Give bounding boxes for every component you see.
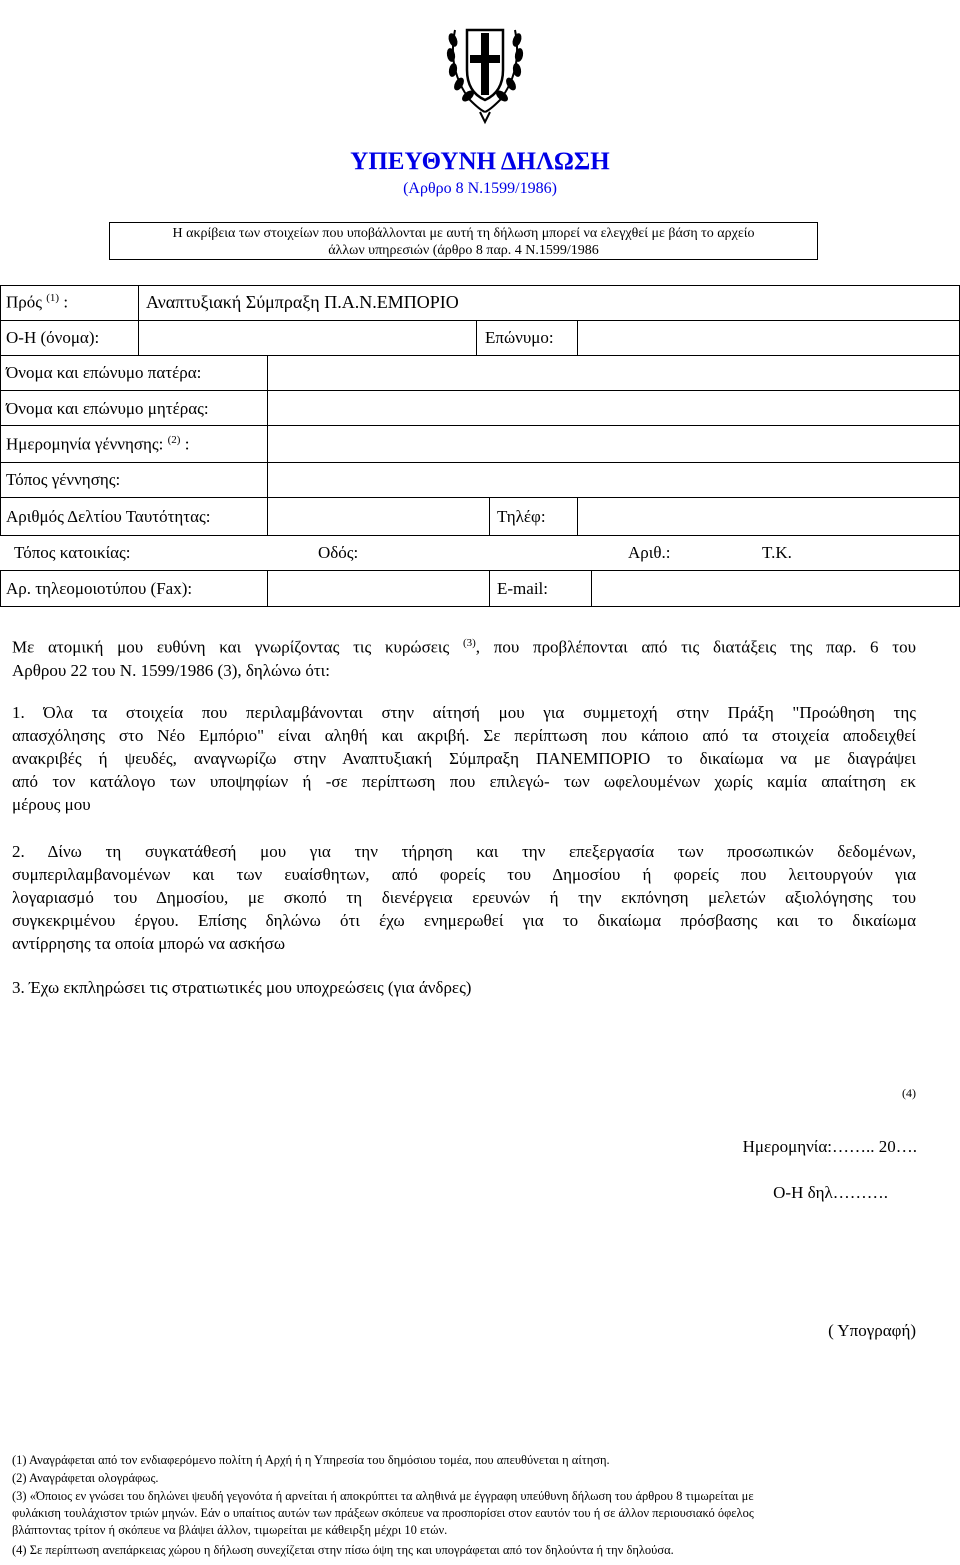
phone-label: Τηλέφ: [497,507,546,526]
footnote-1: (1) Αναγράφεται από τον ενδιαφερόμενο πολίτη ή Αρχή ή η Υπηρεσία του δημόσιου τομέα, που απευθύνεται η αίτηση. [12,1453,610,1467]
signature-declarant-line: Ο-Η δηλ………. [773,1183,888,1202]
fax-label: Αρ. τηλεομοιοτύπου (Fax): [6,579,193,598]
declaration-intro: Με ατομική μου ευθύνη και γνωρίζοντας τις κυρώσεις $^{(3)}$, που προβλέπονται από τις διατάξεις της παρ. 6 του Αρθρου 22 του Ν. 1599/1986 (3), δηλώνω ότι: [12,637,917,680]
birthdate-label: Ημερομηνία γέννησης: $^{(2)}$ : [6,434,190,454]
to-field-value: Αναπτυξιακή Σύμπραξη Π.Α.Ν.ΕΜΠΟΡΙΟ [146,292,459,312]
to-field-label: Πρός $^{(1)}$ : [6,292,69,312]
email-label: E-mail: [497,579,548,598]
declaration-item-1: 1. Όλα τα στοιχεία που περιλαμβάνονται στην αίτησή μου για συμμετοχή στην Πράξη "Προώθηση της απασχόλησης στο Νέο Εμπόριο" είναι αληθή και ακριβή. Σε περίπτωση που κάποιο από τα στοιχεία αποδειχθεί ανακριβές ή ψευδές, αναγνωρίζω στην Αναπτυξιακή Σύμπραξη ΠΑΝΕΜΠΟΡΙΟ το δικαίωμα να με διαγράψει από τον κατάλογο των υποψηφίων ή -σε περίπτωση που επιλεγώ- των ωφελουμένων χωρίς καμία απαίτηση εκ μέρους μου [12,703,916,814]
footnote-4: (4) Σε περίπτωση ανεπάρκειας χώρου η δήλωση συνεχίζεται στην πίσω όψη της και υπογράφεται από τον δηλούντα ή την δηλούσα. [12,1543,674,1557]
street-label: Οδός: [318,543,359,562]
residence-label: Τόπος κατοικίας: [14,543,131,562]
footnote-2: (2) Αναγράφεται ολογράφως. [12,1471,159,1485]
coat-of-arms-emblem [445,0,525,125]
postcode-label: Τ.Κ. [762,543,792,562]
accuracy-notice-box [109,222,818,260]
id-card-label: Αριθμός Δελτίου Ταυτότητας: [6,507,211,526]
footnote-3: (3) «Όποιος εν γνώσει του δηλώνει ψευδή γεγονότα ή αρνείται ή αποκρύπτει τα αληθινά με έγγραφη υπεύθυνη δήλωση του άρθρου 8 τιμωρείται με φυλάκιση τουλάχιστον τριών μηνών. Εάν ο υπαίτιος αυτών των πράξεων σκόπευε να προσπορίσει στον εαυτόν του ή σε άλλον περιουσιακό όφελος βλάπτοντας τρίτον ή σκόπευε να βλάψει άλλον, τιμωρείται με κάθειρξη μέχρι 10 ετών. [12,1489,754,1537]
document-subtitle: (Αρθρο 8 Ν.1599/1986) [403,180,557,197]
signature-date-line: Ημερομηνία:…….. 20…. [742,1137,917,1156]
signature-footnote-ref: (4) [902,1086,916,1100]
surname-label: Επώνυμο: [485,328,554,347]
notice-line-1: Η ακρίβεια των στοιχείων που υποβάλλονται με αυτή τη δήλωση μπορεί να ελεγχθεί με βάση το αρχείο [172,226,755,241]
notice-line-2: άλλων υπηρεσιών (άρθρο 8 παρ. 4 Ν.1599/1986 [328,243,599,258]
declaration-item-2: 2. Δίνω τη συγκατάθεσή μου για την τήρηση και την επεξεργασία των προσωπικών δεδομένων, συμπεριλαμβανομένων και των ευαίσθητων, από φορείς του Δημοσίου ή φορείς που λειτουργούν για λογαριασμό του Δημοσίου, με σκοπό τη διενέργεια ερευνών ή την εκπόνηση μελετών αξιολόγησης του συγκεκριμένου έργου. Επίσης δηλώνω ότι έχω ενημερωθεί για το δικαίωμα πρόσβασης και το δικαίωμα αντίρρησης τα οποία μπορώ να ασκήσω [12,842,916,953]
document-title: ΥΠΕΥΘΥΝΗ ΔΗΛΩΣΗ [350,148,610,175]
signature-label: ( Υπογραφή) [828,1321,916,1340]
mother-name-label: Όνομα και επώνυμο μητέρας: [6,399,209,418]
father-name-label: Όνομα και επώνυμο πατέρα: [6,363,202,382]
declaration-item-3: 3. Έχω εκπληρώσει τις στρατιωτικές μου υποχρεώσεις (για άνδρες) [12,978,472,997]
number-label: Αριθ.: [628,543,671,562]
name-label: Ο-Η (όνομα): [6,328,100,347]
birthplace-label: Τόπος γέννησης: [6,470,121,489]
